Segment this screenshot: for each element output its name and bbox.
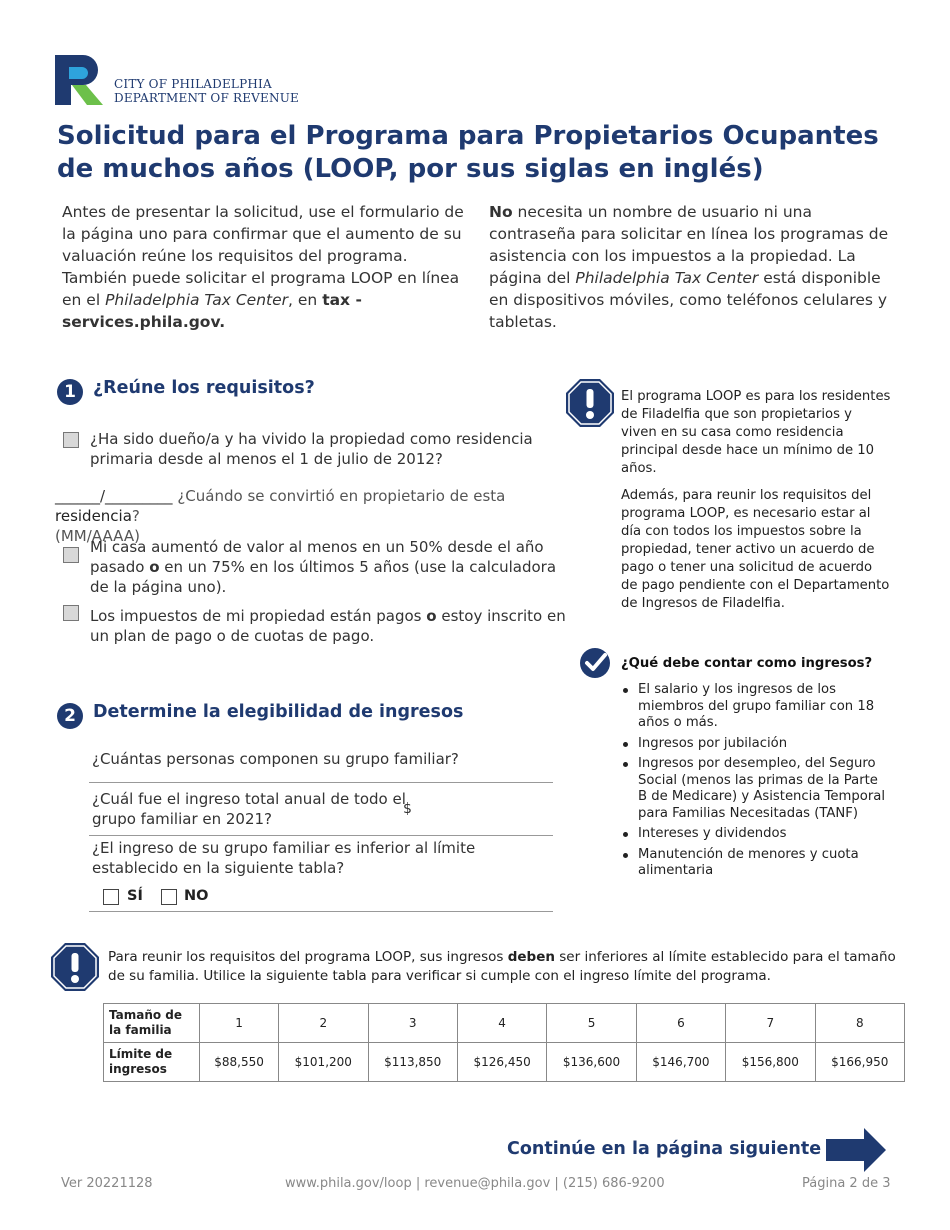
ownership-date-residence-word: residencia: [55, 507, 132, 525]
table-cell: 6: [636, 1004, 725, 1043]
arrow-right-icon: [826, 1128, 886, 1172]
intro-right-text-2: está disponible en dispositivos móviles, como teléfonos celulares y tabletas.: [489, 269, 888, 331]
ownership-date-format: (MM/AAAA): [55, 527, 140, 545]
family-size-header: Tamaño de la familia: [104, 1004, 200, 1043]
footer-version: Ver 20221128: [61, 1176, 153, 1191]
intro-left: [62, 201, 467, 333]
ownership-date-blank[interactable]: ______/_________: [55, 487, 173, 505]
table-row: [104, 1043, 905, 1082]
checkbox-no[interactable]: [161, 889, 177, 905]
intro-left-text-1: Antes de presentar la solicitud, use el formulario de la página uno para confirmar que el aumento de su valuación reúne los requisitos del programa. También puede solicitar el programa LOOP en línea en el: [62, 203, 464, 309]
divider: [89, 782, 553, 783]
table-cell: 7: [726, 1004, 815, 1043]
income-limit-notice-bold: deben: [507, 949, 555, 965]
question-value-increase-or: o: [149, 558, 160, 576]
table-cell: $126,450: [457, 1043, 546, 1082]
annual-income-question: ¿Cuál fue el ingreso total anual de todo el grupo familiar en 2021?: [92, 790, 406, 828]
table-cell: $88,550: [200, 1043, 279, 1082]
table-cell: $166,950: [815, 1043, 904, 1082]
table-cell: 2: [279, 1004, 368, 1043]
intro-right-text-1: necesita un nombre de usuario ni una contraseña para solicitar en línea los programas de asistencia con los impuestos a la propiedad. La página del: [489, 203, 889, 287]
checkbox-yes[interactable]: [103, 889, 119, 905]
question-value-increase-text-2: en un 75% en los últimos 5 años (use la calculadora de la página uno).: [90, 558, 557, 596]
org-line-2: DEPARTMENT OF REVENUE: [114, 91, 299, 105]
footer-page-number: Página 2 de 3: [802, 1176, 891, 1191]
exclamation-octagon-icon: [565, 378, 615, 428]
loop-eligibility-notice: [621, 388, 891, 622]
continue-next-page-label: Continúe en la página siguiente: [507, 1139, 822, 1159]
income-box-title: ¿Qué debe contar como ingresos?: [621, 656, 873, 671]
intro-right-bold: No: [489, 203, 513, 221]
footer-contact: www.phila.gov/loop | revenue@phila.gov | (215) 686-9200: [285, 1176, 665, 1191]
table-row: [104, 1004, 905, 1043]
list-item: Ingresos por jubilación: [621, 736, 886, 753]
no-label: NO: [184, 888, 209, 904]
intro-left-text-2: , en: [288, 291, 323, 309]
annual-income-currency: $: [403, 801, 412, 817]
table-cell: $136,600: [547, 1043, 636, 1082]
table-cell: 3: [368, 1004, 457, 1043]
household-size-question: ¿Cuántas personas componen su grupo familiar?: [92, 750, 459, 768]
checkbox-owned-since-2012[interactable]: [63, 432, 79, 448]
table-cell: 4: [457, 1004, 546, 1043]
list-item: Manutención de menores y cuota alimentaria: [621, 847, 886, 880]
table-cell: 5: [547, 1004, 636, 1043]
divider: [89, 911, 553, 912]
step-2-title: Determine la elegibilidad de ingresos: [93, 702, 464, 722]
list-item: Intereses y dividendos: [621, 826, 886, 843]
checkbox-value-increase[interactable]: [63, 547, 79, 563]
ownership-date-question-text: ¿Cuándo se convirtió en propietario de esta: [172, 487, 506, 505]
question-owned-since-2012: ¿Ha sido dueño/a y ha vivido la propiedad como residencia primaria desde al menos el 1 de julio de 2012?: [90, 430, 533, 468]
step-1-number: 1: [57, 379, 83, 405]
yes-label: SÍ: [127, 888, 143, 904]
question-value-increase-text-1: Mi casa aumentó de valor al menos en un 50% desde el año pasado: [90, 538, 544, 576]
notice-paragraph-1: El programa LOOP es para los residentes de Filadelfia que son propietarios y viven en su casa como residencia principal desde hace un mínimo de 10 años.: [621, 389, 891, 476]
question-taxes-paid: [90, 606, 575, 646]
org-name: [114, 77, 299, 105]
ownership-date-question-end: ?: [131, 507, 140, 525]
table-cell: 8: [815, 1004, 904, 1043]
table-cell: $156,800: [726, 1043, 815, 1082]
question-taxes-paid-text-2: estoy inscrito en un plan de pago o de cuotas de pago.: [90, 607, 566, 645]
income-limit-notice-text-2: ser inferiores al límite establecido para el tamaño de su familia. Utilice la siguiente tabla para verificar si cumple con el ingreso límite del programa.: [108, 949, 896, 984]
question-taxes-paid-or: o: [426, 607, 437, 625]
income-list: [621, 682, 886, 884]
income-limit-notice: [108, 948, 898, 986]
exclamation-octagon-icon: [50, 942, 100, 992]
notice-paragraph-2: Además, para reunir los requisitos del programa LOOP, es necesario estar al día con todos los impuestos sobre la propiedad, tener activo un acuerdo de pago o tener una solicitud de acuerdo de pago pendiente con el Departamento de Ingresos de Filadelfia.: [621, 488, 890, 611]
income-below-limit-question: ¿El ingreso de su grupo familiar es inferior al límite establecido en la siguiente tabla?: [92, 839, 476, 877]
annual-income-input[interactable]: [413, 792, 551, 830]
income-limit-header: Límite de ingresos: [104, 1043, 200, 1082]
step-2-number: 2: [57, 703, 83, 729]
step-1-title: ¿Reúne los requisitos?: [93, 378, 315, 398]
page-title: Solicitud para el Programa para Propietarios Ocupantes de muchos años (LOOP, por sus siglas en inglés): [57, 121, 879, 184]
divider: [89, 835, 553, 836]
intro-right: [489, 201, 894, 333]
philadelphia-logo-icon: [55, 55, 103, 105]
tax-services-link[interactable]: tax -services.phila.gov.: [62, 291, 362, 331]
income-limit-notice-text-1: Para reunir los requisitos del programa LOOP, sus ingresos: [108, 949, 508, 965]
checkmark-circle-icon: [579, 647, 611, 679]
table-cell: $101,200: [279, 1043, 368, 1082]
intro-left-italic: Philadelphia Tax Center: [105, 291, 289, 309]
table-cell: 1: [200, 1004, 279, 1043]
table-cell: $113,850: [368, 1043, 457, 1082]
list-item: Ingresos por desempleo, del Seguro Social (menos las primas de la Parte B de Medicare) y Asistencia Temporal para Familias Necesitadas (TANF): [621, 756, 886, 822]
question-taxes-paid-text-1: Los impuestos de mi propiedad están pagos: [90, 607, 427, 625]
table-cell: $146,700: [636, 1043, 725, 1082]
checkbox-taxes-paid[interactable]: [63, 605, 79, 621]
list-item: El salario y los ingresos de los miembros del grupo familiar con 18 años o más.: [621, 682, 886, 732]
intro-right-italic: Philadelphia Tax Center: [575, 269, 759, 287]
org-line-1: CITY OF PHILADELPHIA: [114, 77, 272, 91]
income-limit-table: [103, 1003, 905, 1082]
question-value-increase: [90, 537, 560, 597]
